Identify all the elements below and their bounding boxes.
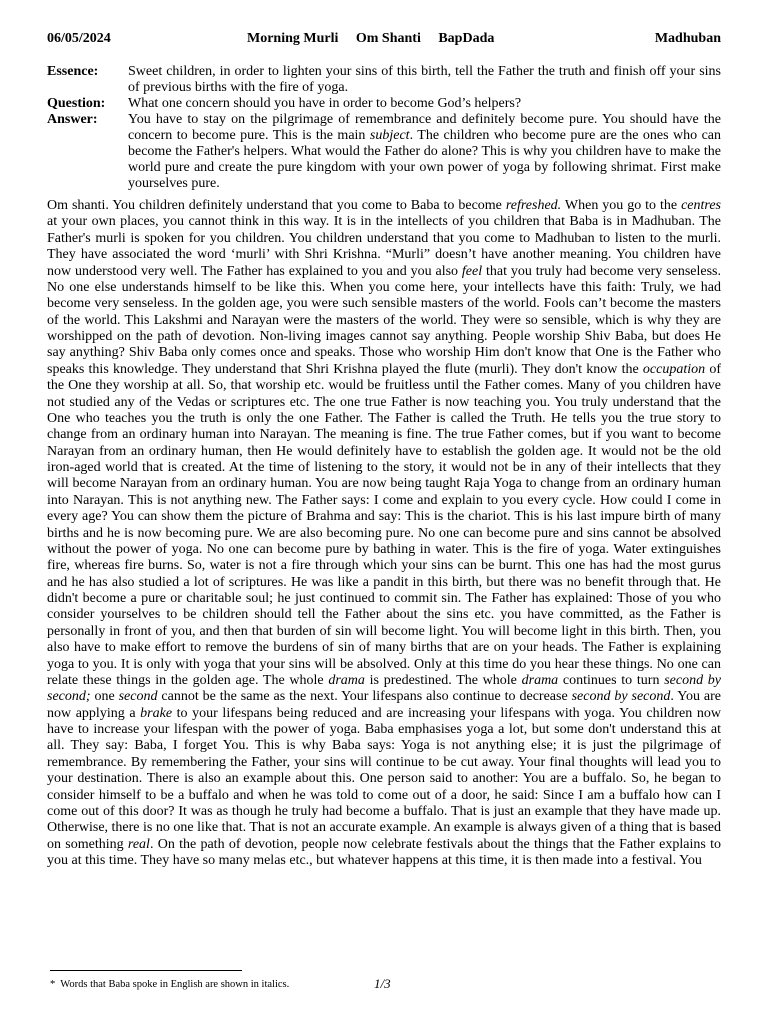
english-word: real — [127, 836, 150, 852]
body-text-part: that you truly had become very senseless. No one else understands himself to be like this. When you come here, your intellects have this faith: Truly, we had become very senseless. In the golden age, you were such sensible masters of the world. Fools can’t become the masters of the world. This Lakshmi and Narayan were the masters of the world. They were so sensible, which is why they are worshipped on the path of devotion. Non-living images cannot say anything. People worship Shiv Baba, but does He say anything? Shiv Baba only comes once and speaks. Those who worship Him don't know that One is the Father who speaks this knowledge. They understand that Shri Krishna played the flute (murli). They don't know the — [47, 263, 721, 377]
english-word: second by second; — [47, 672, 722, 705]
summary-block — [47, 64, 721, 192]
body-text-part: to your lifespans being reduced and are increasing your lifespans with yoga. You children now have to increase your lifespan with the power of yoga. Baba emphasises yoga a lot, but some don't understand this at all. They say: Baba, I forget You. This is why Baba says: Yoga is not anything else; it is just the pilgrimage of remembrance. By remembering the Father, your sins will continue to be cut away. Your final thoughts will lead you to your destination. There is also an example about this. One person said to another: You are a buffalo. So, he began to consider himself to be a buffalo and when he was told to come out of a door, he said: Since I am a buffalo how can I come out of this door? It was as though he truly had become a buffalo. That is just an example that they have made up. Otherwise, there is no one like that. That is not an accurate example. An example is always given of a thing that is based on something — [47, 705, 721, 852]
essence-text: Sweet children, in order to lighten your sins of this birth, tell the Father the truth and finish off your sins of previous births with the fire of yoga. — [128, 64, 721, 95]
page-header — [47, 30, 721, 48]
english-word: drama — [328, 672, 365, 688]
answer-text — [128, 112, 721, 192]
murli-body — [47, 198, 721, 869]
header-date: 06/05/2024 — [47, 31, 111, 46]
header-place: Madhuban — [654, 31, 721, 46]
body-text-part: one — [90, 689, 119, 705]
body-text-part: continues to turn — [558, 672, 665, 688]
body-text-part: at your own places, you cannot think in this way. It is in the intellects of you children that Baba is in Madhuban. The Father's murli is spoken for you children. You children understand that you come to Madhuban to listen to the murli. They have associated the word ‘murli’ with Shri Krishna. “Murli” doesn’t have another meaning. You children have now understood very well. The Father has explained to you and you also — [47, 214, 721, 279]
english-word: centres — [681, 198, 721, 213]
english-word: drama — [521, 672, 559, 688]
question-row — [47, 96, 721, 112]
answer-text-part: . The children who become pure are the ones who can become the Father's helpers. What would the Father do alone? This is why you children have to make the world pure and create the pure kingdom with your own power of yoga by following shrimat. First make yourselves pure. — [128, 128, 722, 191]
body-text-part: . On the path of devotion, people now celebrate festivals about the things that the Father explains to you at this time. They have so many melas etc., but whatever happens at this time, it is then made into a festival. You — [47, 836, 721, 868]
footnote: * Words that Baba spoke in English are shown in italics. — [50, 979, 290, 990]
body-text-part: cannot be the same as the next. Your lifespans also continue to decrease — [157, 689, 572, 705]
question-text: What one concern should you have in order to become God’s helpers? — [128, 96, 522, 111]
answer-text-part: You have to stay on the pilgrimage of remembrance and definitely become pure. You should have the concern to become pure. This is the main — [128, 112, 721, 143]
body-text-part: . You are now applying a — [47, 689, 722, 721]
answer-label: Answer: — [47, 112, 98, 127]
body-text-part: When you go to the — [561, 198, 682, 213]
answer-row — [47, 112, 721, 192]
body-text-part: of the One they worship at all. So, that worship etc. would be fruitless until the Father comes. Many of you children have not studied any of the Vedas or scriptures etc. The one true Father is now teaching you. You truly understand that the One who teaches you the truth is only the one Father. The Father is called the Truth. He tells you the true story to change from an ordinary human into Narayan. The meaning is fine. The true Father comes, but if you want to become Narayan from an ordinary human, then He would definitely have to establish the golden age. It would not be the old iron-aged world that is created. At the time of listening to the story, it would not be in any of their intellects that they will become Narayan from an ordinary human. You are now being taught Raja Yoga to change from an ordinary human into Narayan. This is not anything new. The Father says: I come and explain to you every cycle. How could I come in every age? You can show them the picture of Brahma and say: This is the chariot. This is his last impure birth of many births and he is now becoming pure. We are also becoming pure. No one can become pure and sins cannot be absolved without the power of yoga. No one can become pure by bathing in water. This is the fire of yoga. Water extinguishes fire, whereas fire burns. So, water is not a fire through which your sins can be burnt. This one has had the most gurus and he has also studied a lot of scriptures. He was like a pandit in this birth, but there was no benefit through that. He didn't become a pure or charitable soul; he just continued to commit sin. The Father has explained: Those of you who consider yourselves to be children should tell the Father about the sins etc. you have committed, as the Father is personally in front of you, and then that burden of sin will become light. You will become light in this birth. Then, you also have to make effort to remove the burdens of sin of many births that are on your heads. The Father is explaining yoga to you. It is only with yoga that your sins will be absolved. Only at this time do you hear these things. No one can relate these things in the golden age. The whole — [47, 361, 721, 688]
english-word: subject — [369, 128, 410, 143]
body-text-part: Om shanti. You children definitely understand that you come to Baba to become — [47, 198, 506, 213]
header-title: Morning Murli Om Shanti BapDada — [247, 31, 495, 46]
english-word: feel — [461, 263, 483, 279]
english-word: occupation — [642, 361, 706, 377]
english-word: second by second — [571, 689, 671, 705]
english-word: refreshed. — [505, 198, 562, 213]
essence-label: Essence: — [47, 64, 99, 79]
essence-row — [47, 64, 721, 96]
body-text-part: is predestined. The whole — [364, 672, 522, 688]
english-word: second — [118, 689, 158, 705]
english-word: brake — [140, 705, 173, 721]
page-number: 1/3 — [374, 976, 391, 991]
question-label: Question: — [47, 96, 106, 111]
footnote-divider — [50, 970, 242, 971]
